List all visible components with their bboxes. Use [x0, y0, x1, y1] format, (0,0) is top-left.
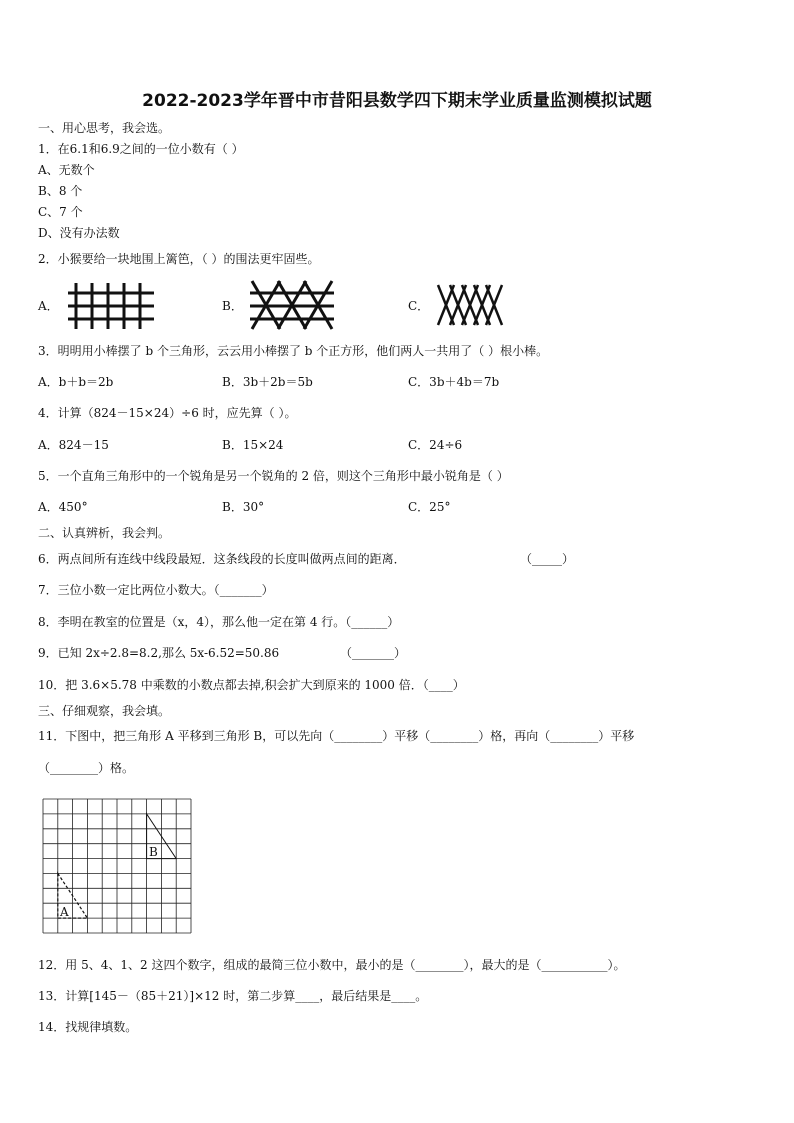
question-3-option-c: C．3b＋4b＝7b — [408, 375, 500, 389]
question-4-option-b: B．15×24 — [222, 438, 284, 452]
question-8-stem: 8．李明在教室的位置是（x，4），那么他一定在第 4 行。（______） — [38, 615, 400, 629]
question-12-stem: 12．用 5、4、1、2 这四个数字，组成的最简三位小数中，最小的是（________），最大的是（___________）。 — [38, 958, 626, 972]
question-11-continuation: （________）格。 — [38, 761, 135, 775]
question-3-stem: 3．明明用小棒摆了 b 个三角形，云云用小棒摆了 b 个正方形，他们两人一共用了（ ）根小棒。 — [38, 344, 549, 358]
question-6-blank: （_____） — [520, 552, 575, 566]
question-1-option-b: B、8 个 — [38, 184, 83, 198]
fence-zigzag-figure — [436, 283, 504, 327]
question-10-stem: 10．把 3.6×5.78 中乘数的小数点都去掉,积会扩大到原来的 1000 倍．（____） — [38, 678, 465, 692]
question-1-option-c: C、7 个 — [38, 205, 83, 219]
question-6-stem: 6．两点间所有连线中线段最短．这条线段的长度叫做两点间的距离． — [38, 552, 406, 566]
question-3-option-b: B．3b＋2b＝5b — [222, 375, 313, 389]
question-4-option-a: A．824－15 — [38, 438, 109, 452]
translation-grid-figure — [42, 798, 193, 936]
question-9-blank: （_______） — [340, 646, 407, 660]
question-5-stem: 5．一个直角三角形中的一个锐角是另一个锐角的 2 倍，则这个三角形中最小锐角是（ ） — [38, 469, 509, 483]
question-1-option-d: D、没有办法数 — [38, 226, 120, 240]
fence-grid-figure — [68, 281, 156, 331]
question-3-option-a: A．b＋b＝2b — [38, 375, 114, 389]
question-2-option-b: B． — [222, 299, 243, 313]
question-14-stem: 14．找规律填数。 — [38, 1020, 138, 1034]
question-4-option-c: C．24÷6 — [408, 438, 463, 452]
question-5-option-c: C．25° — [408, 500, 451, 514]
triangle-a-label: A — [60, 905, 69, 919]
question-1-option-a: A、无数个 — [38, 163, 95, 177]
question-9-stem: 9．已知 2x÷2.8=8.2,那么 5x-6.52=50.86 — [38, 646, 280, 660]
page-title: 2022-2023学年晋中市昔阳县数学四下期末学业质量监测模拟试题 — [142, 91, 652, 111]
question-2-option-c: C． — [408, 299, 430, 313]
question-5-option-b: B．30° — [222, 500, 265, 514]
section-heading-2: 二、认真辨析，我会判。 — [38, 526, 171, 540]
question-4-stem: 4．计算（824－15×24）÷6 时，应先算（ ）。 — [38, 406, 297, 420]
section-heading-3: 三、仔细观察，我会填。 — [38, 704, 171, 718]
section-heading-1: 一、用心思考，我会选。 — [38, 121, 171, 135]
triangle-b-label: B — [149, 845, 158, 859]
question-5-option-a: A．450° — [38, 500, 88, 514]
question-13-stem: 13．计算[145－（85＋21）]×12 时，第二步算____，最后结果是____。 — [38, 989, 428, 1003]
question-1-stem: 1．在6.1和6.9之间的一位小数有（ ） — [38, 142, 244, 156]
question-2-option-a: A． — [38, 299, 59, 313]
fence-cross-figure — [250, 279, 334, 331]
question-7-stem: 7．三位小数一定比两位小数大。（_______） — [38, 583, 274, 597]
question-11-stem: 11．下图中，把三角形 A 平移到三角形 B，可以先向（________）平移（________）格，再向（________）平移 — [38, 729, 635, 743]
question-2-stem: 2．小猴要给一块地围上篱笆，（ ）的围法更牢固些。 — [38, 252, 320, 266]
